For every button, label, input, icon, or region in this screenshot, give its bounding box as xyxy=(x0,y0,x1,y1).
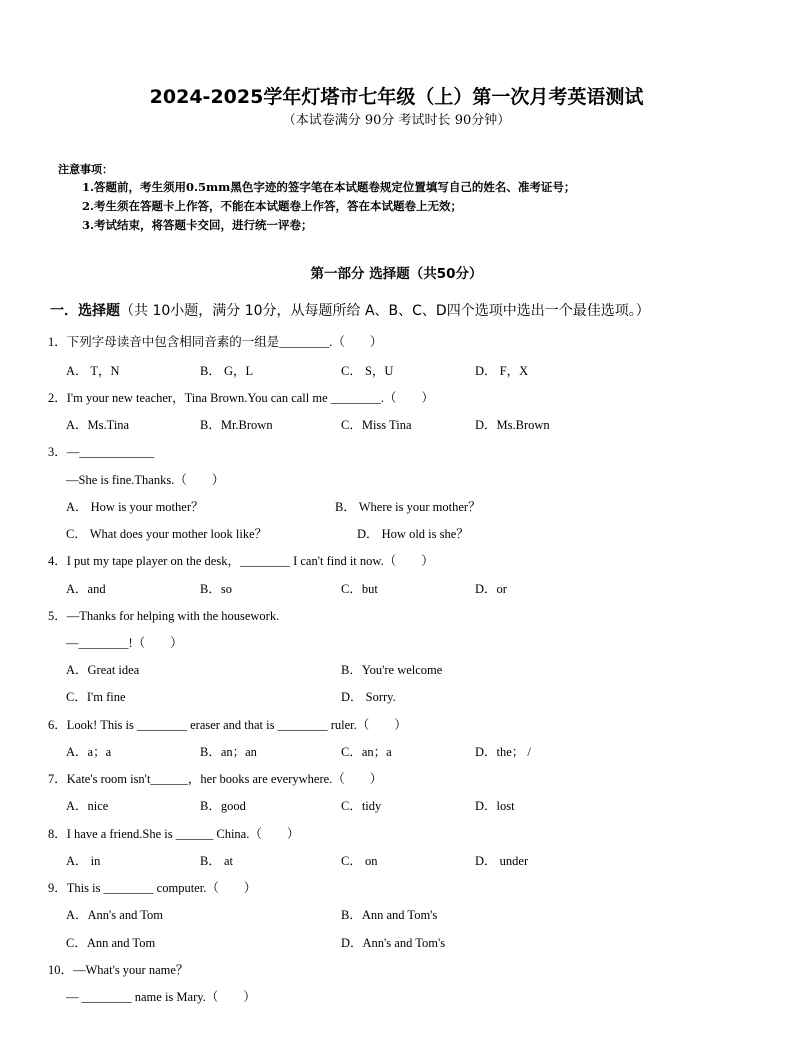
exam-title: 2024-2025学年灯塔市七年级（上）第一次月考英语测试 xyxy=(149,86,644,108)
section-label: 一．选择题 xyxy=(50,303,120,319)
question-stem: 3．—____________ xyxy=(48,445,155,459)
question-stem: 2．I'm your new teacher，Tina Brown.You can call me ________.（ ） xyxy=(48,391,434,405)
option-a[interactable]: A．Ann's and Tom xyxy=(66,908,163,922)
question-stem-line2: — ________ name is Mary.（ ） xyxy=(66,990,256,1004)
option-c[interactable]: C． S，U xyxy=(341,364,394,378)
option-a[interactable]: A． T，N xyxy=(66,364,120,378)
notice-item: 3.考试结束，将答题卡交回，进行统一评卷； xyxy=(82,218,313,232)
question-stem: 10．—What's your name？ xyxy=(48,963,189,977)
option-d[interactable]: D． How old is she？ xyxy=(357,527,469,541)
option-b[interactable]: B． G，L xyxy=(200,364,254,378)
section-description: （共 10小题，满分 10分，从每题所给 A、B、C、D四个选项中选出一个最佳选项。） xyxy=(120,303,650,319)
option-b[interactable]: B．an；an xyxy=(200,745,257,759)
option-d[interactable]: D． under xyxy=(475,854,529,868)
option-a[interactable]: A．nice xyxy=(66,799,109,813)
option-c[interactable]: C．tidy xyxy=(341,799,382,813)
exam-subtitle: （本试卷满分 90分 考试时长 90分钟） xyxy=(282,113,511,128)
option-c[interactable]: C．Ann and Tom xyxy=(66,936,156,950)
option-d[interactable]: D．lost xyxy=(475,799,515,813)
option-a[interactable]: A． in xyxy=(66,854,101,868)
option-a[interactable]: A．a；a xyxy=(66,745,112,759)
part-title: 第一部分 选择题（共50分） xyxy=(310,266,483,282)
question-stem: 6．Look! This is ________ eraser and that is ________ ruler.（ ） xyxy=(48,718,407,732)
question-stem-line2: —She is fine.Thanks.（ ） xyxy=(66,473,225,487)
option-b[interactable]: B．good xyxy=(200,799,246,813)
option-a[interactable]: A． How is your mother？ xyxy=(66,500,204,514)
option-b[interactable]: B．Ann and Tom's xyxy=(341,908,438,922)
option-c[interactable]: C．I'm fine xyxy=(66,690,126,704)
option-b[interactable]: B． Where is your mother？ xyxy=(335,500,481,514)
question-stem: 1．下列字母读音中包含相同音素的一组是________.（ ） xyxy=(48,335,383,349)
option-c[interactable]: C．Miss Tina xyxy=(341,418,412,432)
option-d[interactable]: D．Ms.Brown xyxy=(475,418,550,432)
question-stem: 4．I put my tape player on the desk，________ I can't find it now.（ ） xyxy=(48,554,434,568)
option-d[interactable]: D． Sorry. xyxy=(341,690,396,704)
option-a[interactable]: A．and xyxy=(66,582,106,596)
option-c[interactable]: C．but xyxy=(341,582,378,596)
notice-item: 1.答题前，考生须用0.5mm黑色字迹的签字笔在本试题卷规定位置填写自己的姓名、准考证号； xyxy=(82,180,576,194)
option-a[interactable]: A．Ms.Tina xyxy=(66,418,130,432)
option-b[interactable]: B．You're welcome xyxy=(341,663,443,677)
option-d[interactable]: D．the； / xyxy=(475,745,531,759)
option-c[interactable]: C．an；a xyxy=(341,745,392,759)
option-d[interactable]: D． F，X xyxy=(475,364,529,378)
option-b[interactable]: B．so xyxy=(200,582,232,596)
question-stem: 7．Kate's room isn't______，her books are everywhere.（ ） xyxy=(48,772,383,786)
option-c[interactable]: C． What does your mother look like？ xyxy=(66,527,268,541)
question-stem-line2: —________!（ ） xyxy=(66,636,183,650)
question-stem: 9．This is ________ computer.（ ） xyxy=(48,881,257,895)
option-b[interactable]: B． at xyxy=(200,854,233,868)
question-stem: 8．I have a friend.She is ______ China.（ ） xyxy=(48,827,300,841)
option-d[interactable]: D．or xyxy=(475,582,507,596)
question-stem: 5．—Thanks for helping with the housework. xyxy=(48,609,280,623)
option-d[interactable]: D．Ann's and Tom's xyxy=(341,936,446,950)
option-a[interactable]: A．Great idea xyxy=(66,663,140,677)
section-heading xyxy=(50,300,650,320)
option-b[interactable]: B．Mr.Brown xyxy=(200,418,273,432)
option-c[interactable]: C． on xyxy=(341,854,378,868)
notice-heading: 注意事项： xyxy=(58,163,113,176)
notice-item: 2.考生须在答题卡上作答，不能在本试题卷上作答，答在本试题卷上无效； xyxy=(82,199,463,213)
